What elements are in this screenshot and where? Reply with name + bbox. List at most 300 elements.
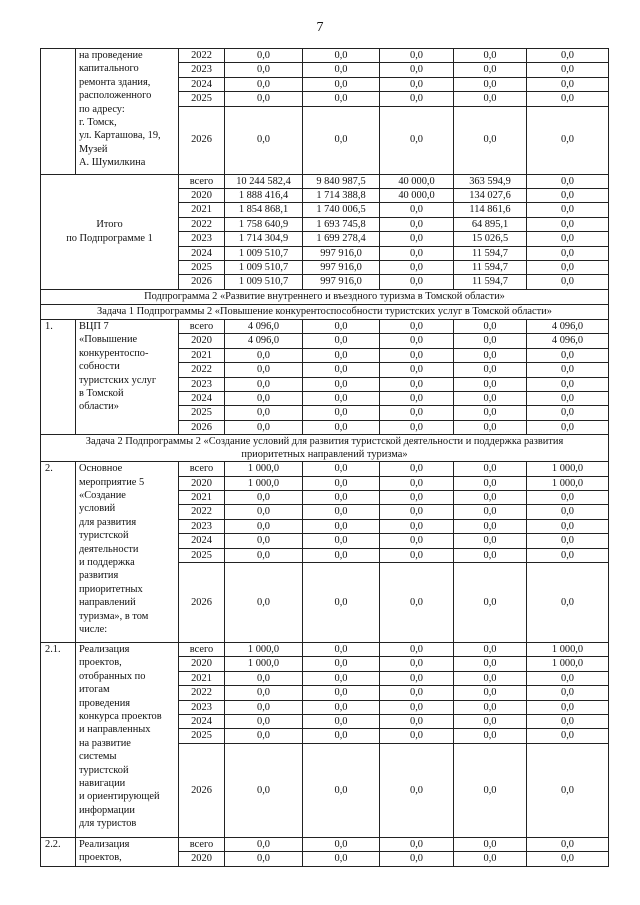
value-cell: 0,0 bbox=[527, 275, 609, 289]
value-cell: 0,0 bbox=[454, 562, 527, 642]
value-cell: 0,0 bbox=[303, 852, 380, 866]
value-cell: 0,0 bbox=[454, 729, 527, 743]
value-cell: 0,0 bbox=[454, 363, 527, 377]
value-cell: 0,0 bbox=[454, 642, 527, 656]
value-cell: 0,0 bbox=[225, 505, 303, 519]
year-cell: 2020 bbox=[179, 476, 225, 490]
value-cell: 363 594,9 bbox=[454, 174, 527, 188]
item-description bbox=[76, 319, 179, 434]
value-cell: 0,0 bbox=[303, 63, 380, 77]
value-cell: 997 916,0 bbox=[303, 246, 380, 260]
value-cell: 0,0 bbox=[303, 92, 380, 106]
value-cell: 0,0 bbox=[225, 743, 303, 837]
value-cell: 0,0 bbox=[225, 420, 303, 434]
value-cell: 0,0 bbox=[380, 505, 454, 519]
value-cell: 1 699 278,4 bbox=[303, 232, 380, 246]
value-cell: 1 009 510,7 bbox=[225, 261, 303, 275]
value-cell: 0,0 bbox=[225, 715, 303, 729]
value-cell: 1 009 510,7 bbox=[225, 246, 303, 260]
text-line: на проведение bbox=[79, 50, 143, 61]
year-cell: 2021 bbox=[179, 490, 225, 504]
value-cell: 0,0 bbox=[454, 391, 527, 405]
table-row bbox=[41, 289, 609, 304]
value-cell: 0,0 bbox=[527, 261, 609, 275]
year-cell: 2021 bbox=[179, 671, 225, 685]
text-line: проектов, bbox=[79, 852, 122, 864]
value-cell: 0,0 bbox=[454, 77, 527, 91]
year-cell: 2023 bbox=[179, 63, 225, 77]
value-cell: 0,0 bbox=[454, 348, 527, 362]
value-cell: 0,0 bbox=[527, 232, 609, 246]
text-line: для развития bbox=[79, 516, 137, 528]
value-cell: 1 000,0 bbox=[225, 476, 303, 490]
value-cell: 0,0 bbox=[527, 106, 609, 174]
value-cell: 0,0 bbox=[527, 490, 609, 504]
value-cell: 0,0 bbox=[380, 462, 454, 476]
year-cell: 2026 bbox=[179, 420, 225, 434]
value-cell: 0,0 bbox=[380, 548, 454, 562]
text-line: капитального bbox=[79, 63, 139, 75]
value-cell: 0,0 bbox=[454, 743, 527, 837]
value-cell: 1 000,0 bbox=[527, 642, 609, 656]
value-cell: 9 840 987,5 bbox=[303, 174, 380, 188]
text-line: по Подпрограмме 1 bbox=[66, 232, 153, 244]
year-cell: 2022 bbox=[179, 686, 225, 700]
value-cell: 0,0 bbox=[454, 334, 527, 348]
item-number bbox=[41, 49, 76, 175]
value-cell: 0,0 bbox=[527, 391, 609, 405]
table-row bbox=[41, 462, 609, 476]
value-cell: 0,0 bbox=[225, 391, 303, 405]
year-cell: 2021 bbox=[179, 348, 225, 362]
text-line: туристской bbox=[79, 530, 129, 542]
year-cell: 2022 bbox=[179, 505, 225, 519]
value-cell: 0,0 bbox=[303, 106, 380, 174]
value-cell: 0,0 bbox=[380, 232, 454, 246]
value-cell: 4 096,0 bbox=[527, 334, 609, 348]
value-cell: 0,0 bbox=[303, 700, 380, 714]
text-line: мероприятие 5 bbox=[79, 476, 145, 488]
text-line: отобранных по bbox=[79, 670, 146, 682]
text-line: проектов, bbox=[79, 657, 122, 669]
value-cell: 1 000,0 bbox=[527, 476, 609, 490]
value-cell: 0,0 bbox=[454, 505, 527, 519]
text-line: деятельности bbox=[79, 543, 139, 555]
item-number: 1. bbox=[41, 319, 76, 434]
value-cell: 0,0 bbox=[454, 548, 527, 562]
value-cell: 0,0 bbox=[225, 534, 303, 548]
year-cell: всего bbox=[179, 174, 225, 188]
year-cell: всего bbox=[179, 319, 225, 333]
year-cell: 2025 bbox=[179, 729, 225, 743]
value-cell: 0,0 bbox=[380, 671, 454, 685]
value-cell: 0,0 bbox=[225, 63, 303, 77]
value-cell: 0,0 bbox=[527, 203, 609, 217]
year-cell: всего bbox=[179, 462, 225, 476]
year-cell: всего bbox=[179, 642, 225, 656]
value-cell: 997 916,0 bbox=[303, 275, 380, 289]
value-cell: 0,0 bbox=[380, 391, 454, 405]
text-line: для туристов bbox=[79, 818, 137, 830]
value-cell: 0,0 bbox=[303, 49, 380, 63]
value-cell: 0,0 bbox=[380, 534, 454, 548]
value-cell: 4 096,0 bbox=[225, 334, 303, 348]
value-cell: 0,0 bbox=[303, 334, 380, 348]
item-number: 2.2. bbox=[41, 837, 76, 866]
value-cell: 1 714 304,9 bbox=[225, 232, 303, 246]
value-cell: 0,0 bbox=[380, 63, 454, 77]
year-cell: 2020 bbox=[179, 657, 225, 671]
value-cell: 0,0 bbox=[225, 548, 303, 562]
text-line: туристских услуг bbox=[79, 374, 157, 386]
year-cell: 2020 bbox=[179, 852, 225, 866]
value-cell: 0,0 bbox=[527, 505, 609, 519]
text-line: условий bbox=[79, 503, 116, 515]
value-cell: 0,0 bbox=[225, 377, 303, 391]
value-cell: 15 026,5 bbox=[454, 232, 527, 246]
value-cell: 1 714 388,8 bbox=[303, 189, 380, 203]
value-cell: 0,0 bbox=[225, 852, 303, 866]
text-line: и поддержка bbox=[79, 556, 135, 568]
value-cell: 0,0 bbox=[380, 106, 454, 174]
value-cell: 40 000,0 bbox=[380, 174, 454, 188]
value-cell: 0,0 bbox=[454, 671, 527, 685]
text-line: Реализация bbox=[79, 838, 130, 850]
text-line: А. Шумилкина bbox=[79, 157, 146, 169]
value-cell: 0,0 bbox=[380, 334, 454, 348]
value-cell: 4 096,0 bbox=[527, 319, 609, 333]
value-cell: 0,0 bbox=[527, 77, 609, 91]
value-cell: 0,0 bbox=[527, 852, 609, 866]
year-cell: 2024 bbox=[179, 246, 225, 260]
value-cell: 0,0 bbox=[303, 420, 380, 434]
value-cell: 0,0 bbox=[454, 657, 527, 671]
value-cell: 0,0 bbox=[303, 462, 380, 476]
item-description bbox=[76, 642, 179, 837]
value-cell: 0,0 bbox=[303, 715, 380, 729]
year-cell: 2024 bbox=[179, 77, 225, 91]
value-cell: 0,0 bbox=[527, 671, 609, 685]
value-cell: 0,0 bbox=[454, 700, 527, 714]
value-cell: 0,0 bbox=[303, 837, 380, 851]
value-cell: 0,0 bbox=[303, 519, 380, 533]
year-cell: всего bbox=[179, 837, 225, 851]
value-cell: 0,0 bbox=[303, 77, 380, 91]
value-cell: 0,0 bbox=[225, 700, 303, 714]
value-cell: 0,0 bbox=[303, 505, 380, 519]
text-line: конкурентоспо- bbox=[79, 347, 149, 359]
text-line: приоритетных bbox=[79, 583, 143, 595]
value-cell: 0,0 bbox=[527, 92, 609, 106]
text-line: информации bbox=[79, 804, 135, 816]
value-cell: 0,0 bbox=[454, 476, 527, 490]
text-line: туристской bbox=[79, 764, 129, 776]
value-cell: 0,0 bbox=[380, 852, 454, 866]
table-row bbox=[41, 435, 609, 462]
value-cell: 0,0 bbox=[380, 275, 454, 289]
text-line: Итого bbox=[96, 219, 123, 231]
table-row bbox=[41, 642, 609, 656]
year-cell: 2020 bbox=[179, 334, 225, 348]
item-description bbox=[76, 49, 179, 175]
value-cell: 0,0 bbox=[225, 77, 303, 91]
table-row bbox=[41, 837, 609, 851]
value-cell: 0,0 bbox=[454, 519, 527, 533]
value-cell: 0,0 bbox=[454, 63, 527, 77]
value-cell: 0,0 bbox=[380, 77, 454, 91]
text-line: туризма», в том bbox=[79, 610, 149, 622]
value-cell: 0,0 bbox=[380, 420, 454, 434]
table-row bbox=[41, 174, 609, 188]
value-cell: 0,0 bbox=[380, 406, 454, 420]
text-line: и ориентирующей bbox=[79, 791, 160, 803]
value-cell: 11 594,7 bbox=[454, 246, 527, 260]
year-cell: 2025 bbox=[179, 548, 225, 562]
page-number: 7 bbox=[316, 20, 324, 35]
value-cell: 0,0 bbox=[454, 534, 527, 548]
value-cell: 0,0 bbox=[380, 519, 454, 533]
value-cell: 1 888 416,4 bbox=[225, 189, 303, 203]
text-line: области» bbox=[79, 401, 119, 413]
value-cell: 64 895,1 bbox=[454, 217, 527, 231]
value-cell: 0,0 bbox=[225, 92, 303, 106]
value-cell: 0,0 bbox=[527, 406, 609, 420]
year-cell: 2024 bbox=[179, 715, 225, 729]
text-line: приоритетных направлений туризма» bbox=[241, 449, 408, 461]
value-cell: 0,0 bbox=[303, 657, 380, 671]
value-cell: 0,0 bbox=[380, 49, 454, 63]
value-cell: 0,0 bbox=[527, 348, 609, 362]
task-title bbox=[41, 435, 609, 462]
year-cell: 2023 bbox=[179, 377, 225, 391]
value-cell: 0,0 bbox=[225, 348, 303, 362]
text-line: «Повышение bbox=[79, 334, 138, 346]
text-line: Реализация bbox=[79, 643, 130, 655]
value-cell: 0,0 bbox=[380, 837, 454, 851]
text-line: направлений bbox=[79, 597, 136, 609]
text-line: на развитие bbox=[79, 737, 131, 749]
value-cell: 0,0 bbox=[303, 391, 380, 405]
value-cell: 0,0 bbox=[380, 319, 454, 333]
text-line: и направленных bbox=[79, 724, 151, 736]
value-cell: 0,0 bbox=[225, 837, 303, 851]
value-cell: 0,0 bbox=[454, 490, 527, 504]
text-line: системы bbox=[79, 751, 117, 763]
value-cell: 0,0 bbox=[225, 671, 303, 685]
table-row bbox=[41, 49, 609, 63]
value-cell: 0,0 bbox=[454, 92, 527, 106]
value-cell: 0,0 bbox=[527, 548, 609, 562]
value-cell: 0,0 bbox=[380, 642, 454, 656]
value-cell: 0,0 bbox=[527, 377, 609, 391]
text-line: проведения bbox=[79, 697, 131, 709]
text-line: конкурса проектов bbox=[79, 711, 162, 722]
value-cell: 1 000,0 bbox=[225, 462, 303, 476]
subprogram-title: Подпрограмма 2 «Развитие внутреннего и въездного туризма в Томской области» bbox=[41, 289, 609, 304]
value-cell: 0,0 bbox=[225, 562, 303, 642]
value-cell: 0,0 bbox=[303, 490, 380, 504]
year-cell: 2026 bbox=[179, 743, 225, 837]
value-cell: 0,0 bbox=[303, 377, 380, 391]
text-line: собности bbox=[79, 361, 120, 373]
value-cell: 0,0 bbox=[303, 548, 380, 562]
value-cell: 0,0 bbox=[527, 700, 609, 714]
value-cell: 0,0 bbox=[225, 49, 303, 63]
text-line: навигации bbox=[79, 778, 126, 790]
year-cell: 2022 bbox=[179, 363, 225, 377]
value-cell: 0,0 bbox=[527, 837, 609, 851]
value-cell: 4 096,0 bbox=[225, 319, 303, 333]
value-cell: 0,0 bbox=[380, 348, 454, 362]
value-cell: 114 861,6 bbox=[454, 203, 527, 217]
value-cell: 0,0 bbox=[527, 562, 609, 642]
year-cell: 2022 bbox=[179, 217, 225, 231]
text-line: итогам bbox=[79, 684, 110, 696]
value-cell: 0,0 bbox=[380, 203, 454, 217]
text-line: «Создание bbox=[79, 489, 126, 501]
text-line: Основное bbox=[79, 463, 123, 475]
table-row bbox=[41, 319, 609, 333]
year-cell: 2026 bbox=[179, 275, 225, 289]
value-cell: 0,0 bbox=[454, 462, 527, 476]
value-cell: 0,0 bbox=[527, 686, 609, 700]
year-cell: 2026 bbox=[179, 106, 225, 174]
value-cell: 134 027,6 bbox=[454, 189, 527, 203]
value-cell: 1 000,0 bbox=[527, 657, 609, 671]
item-description bbox=[76, 462, 179, 643]
text-line: ул. Карташова, 19, bbox=[79, 130, 161, 142]
text-line: Задача 2 Подпрограммы 2 «Создание условий для развития туристской деятельности и поддержка развития bbox=[85, 436, 564, 448]
text-line: в Томской bbox=[79, 387, 124, 399]
year-cell: 2020 bbox=[179, 189, 225, 203]
value-cell: 0,0 bbox=[527, 63, 609, 77]
value-cell: 0,0 bbox=[303, 642, 380, 656]
value-cell: 0,0 bbox=[454, 377, 527, 391]
year-cell: 2024 bbox=[179, 391, 225, 405]
year-cell: 2025 bbox=[179, 92, 225, 106]
row-group-label bbox=[41, 174, 179, 289]
value-cell: 0,0 bbox=[303, 476, 380, 490]
value-cell: 0,0 bbox=[454, 420, 527, 434]
value-cell: 0,0 bbox=[303, 729, 380, 743]
value-cell: 11 594,7 bbox=[454, 275, 527, 289]
year-cell: 2022 bbox=[179, 49, 225, 63]
value-cell: 0,0 bbox=[527, 519, 609, 533]
value-cell: 0,0 bbox=[303, 743, 380, 837]
year-cell: 2026 bbox=[179, 562, 225, 642]
item-description bbox=[76, 837, 179, 866]
value-cell: 0,0 bbox=[303, 319, 380, 333]
value-cell: 1 758 640,9 bbox=[225, 217, 303, 231]
value-cell: 0,0 bbox=[527, 534, 609, 548]
task-title: Задача 1 Подпрограммы 2 «Повышение конкурентоспособности туристских услуг в Томской области» bbox=[41, 304, 609, 319]
value-cell: 1 000,0 bbox=[225, 657, 303, 671]
value-cell: 11 594,7 bbox=[454, 261, 527, 275]
value-cell: 0,0 bbox=[380, 490, 454, 504]
value-cell: 0,0 bbox=[225, 106, 303, 174]
value-cell: 0,0 bbox=[454, 49, 527, 63]
value-cell: 0,0 bbox=[225, 490, 303, 504]
value-cell: 0,0 bbox=[380, 476, 454, 490]
value-cell: 0,0 bbox=[454, 106, 527, 174]
value-cell: 0,0 bbox=[527, 363, 609, 377]
value-cell: 0,0 bbox=[225, 519, 303, 533]
text-line: ВЦП 7 bbox=[79, 320, 109, 332]
value-cell: 0,0 bbox=[454, 852, 527, 866]
value-cell: 0,0 bbox=[380, 700, 454, 714]
value-cell: 1 740 006,5 bbox=[303, 203, 380, 217]
year-cell: 2023 bbox=[179, 700, 225, 714]
value-cell: 0,0 bbox=[527, 49, 609, 63]
year-cell: 2023 bbox=[179, 232, 225, 246]
value-cell: 0,0 bbox=[454, 319, 527, 333]
value-cell: 0,0 bbox=[527, 743, 609, 837]
value-cell: 0,0 bbox=[225, 686, 303, 700]
value-cell: 0,0 bbox=[527, 174, 609, 188]
value-cell: 1 854 868,1 bbox=[225, 203, 303, 217]
text-line: ремонта здания, bbox=[79, 76, 151, 88]
text-line: Музей bbox=[79, 143, 108, 155]
value-cell: 0,0 bbox=[380, 686, 454, 700]
text-line: г. Томск, bbox=[79, 117, 117, 129]
value-cell: 0,0 bbox=[380, 715, 454, 729]
item-number: 2. bbox=[41, 462, 76, 643]
text-line: расположенного bbox=[79, 90, 152, 102]
value-cell: 0,0 bbox=[380, 729, 454, 743]
year-cell: 2021 bbox=[179, 203, 225, 217]
value-cell: 0,0 bbox=[303, 562, 380, 642]
value-cell: 0,0 bbox=[303, 671, 380, 685]
year-cell: 2025 bbox=[179, 406, 225, 420]
text-line: числе: bbox=[79, 624, 108, 635]
value-cell: 1 000,0 bbox=[225, 642, 303, 656]
value-cell: 10 244 582,4 bbox=[225, 174, 303, 188]
value-cell: 0,0 bbox=[454, 715, 527, 729]
value-cell: 997 916,0 bbox=[303, 261, 380, 275]
value-cell: 0,0 bbox=[527, 715, 609, 729]
value-cell: 0,0 bbox=[527, 246, 609, 260]
value-cell: 0,0 bbox=[454, 406, 527, 420]
value-cell: 0,0 bbox=[527, 420, 609, 434]
value-cell: 0,0 bbox=[527, 217, 609, 231]
value-cell: 0,0 bbox=[380, 92, 454, 106]
value-cell: 0,0 bbox=[380, 377, 454, 391]
table-row bbox=[41, 304, 609, 319]
value-cell: 0,0 bbox=[303, 686, 380, 700]
value-cell: 0,0 bbox=[380, 246, 454, 260]
value-cell: 0,0 bbox=[380, 261, 454, 275]
text-line: по адресу: bbox=[79, 103, 125, 115]
value-cell: 0,0 bbox=[303, 534, 380, 548]
value-cell: 0,0 bbox=[303, 406, 380, 420]
budget-table bbox=[40, 48, 609, 867]
value-cell: 0,0 bbox=[454, 686, 527, 700]
value-cell: 0,0 bbox=[303, 348, 380, 362]
value-cell: 0,0 bbox=[527, 729, 609, 743]
value-cell: 0,0 bbox=[303, 363, 380, 377]
value-cell: 1 000,0 bbox=[527, 462, 609, 476]
year-cell: 2023 bbox=[179, 519, 225, 533]
value-cell: 0,0 bbox=[380, 562, 454, 642]
value-cell: 0,0 bbox=[380, 657, 454, 671]
year-cell: 2025 bbox=[179, 261, 225, 275]
value-cell: 0,0 bbox=[527, 189, 609, 203]
value-cell: 0,0 bbox=[380, 363, 454, 377]
value-cell: 1 693 745,8 bbox=[303, 217, 380, 231]
text-line: развития bbox=[79, 570, 119, 582]
value-cell: 0,0 bbox=[225, 729, 303, 743]
value-cell: 0,0 bbox=[380, 217, 454, 231]
